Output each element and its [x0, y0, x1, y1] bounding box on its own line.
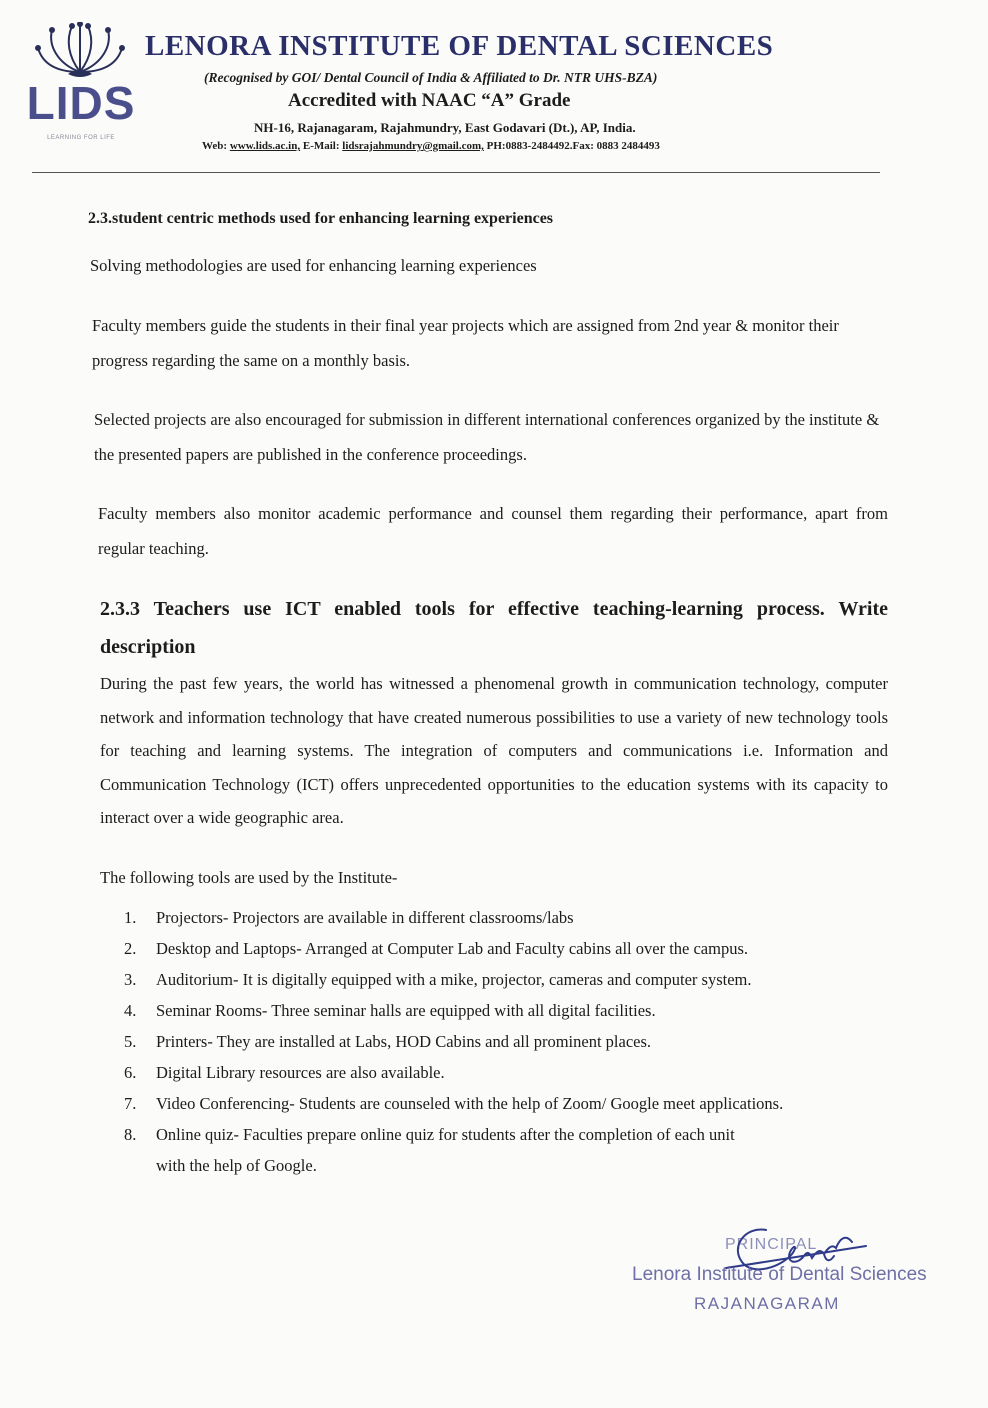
stamp-institution: Lenora Institute of Dental Sciences [632, 1264, 927, 1285]
list-item-text: Auditorium- It is digitally equipped with a mike, projector, cameras and computer system. [156, 970, 752, 989]
principal-stamp [626, 1222, 946, 1332]
list-number: 7. [124, 1094, 137, 1113]
institute-name: LENORA INSTITUTE OF DENTAL SCIENCES [145, 30, 774, 62]
website-link[interactable]: www.lids.ac.in, [229, 140, 301, 152]
paragraph: Solving methodologies are used for enhancing learning experiences [90, 256, 537, 275]
list-item [120, 902, 910, 933]
list-item-text: Desktop and Laptops- Arranged at Computer Lab and Faculty cabins all over the campus. [156, 939, 749, 958]
list-item [120, 964, 910, 995]
email-label: E-Mail: [302, 140, 340, 152]
list-item [120, 933, 910, 964]
logo-tagline: LEARNING FOR LIFE [47, 135, 115, 141]
list-number: 3. [124, 970, 137, 989]
accreditation-line: Accredited with NAAC “A” Grade [288, 90, 571, 111]
logo-wordmark: LIDS [26, 77, 136, 129]
list-item-text: Digital Library resources are also available. [156, 1063, 445, 1082]
section-title-student-centric: 2.3.student centric methods used for enhancing learning experiences [88, 210, 554, 227]
list-item-text: Printers- They are installed at Labs, HOD Cabins and all prominent places. [156, 1032, 652, 1051]
stamp-place: RAJANAGARAM [694, 1294, 840, 1313]
list-item-text: Online quiz- Faculties prepare online quiz for students after the completion of each unit [156, 1125, 735, 1144]
list-item [120, 1026, 910, 1057]
email-link[interactable]: lidsrajahmundry@gmail.com, [342, 140, 484, 152]
list-item [120, 1057, 910, 1088]
list-item-text: Seminar Rooms- Three seminar halls are equipped with all digital facilities. [156, 1001, 656, 1020]
header-divider [32, 172, 880, 173]
list-item-text: Video Conferencing- Students are counseled with the help of Zoom/ Google meet applications. [156, 1094, 784, 1113]
list-item [120, 995, 910, 1026]
list-number: 4. [124, 1001, 137, 1020]
paragraph-intro: During the past few years, the world has witnessed a phenomenal growth in communication technology, computer network and information technology that have created numerous possibilities to use a variety of new technology tools for teaching and learning systems. The integration of computers and communications i.e. Information and Communication Technology (ICT) offers unprecedented opportunities to the education systems with its capacity to interact over a wide geographic area. [100, 674, 888, 827]
list-number: 5. [124, 1032, 137, 1051]
contact-line [202, 140, 842, 152]
lotus-emblem-icon [18, 22, 142, 82]
paragraph: Faculty members guide the students in their final year projects which are assigned from 2nd year & monitor their progress regarding the same on a monthly basis. [92, 316, 839, 370]
list-item-text: Projectors- Projectors are available in different classrooms/labs [156, 908, 574, 927]
list-item-continuation: with the help of Google. [156, 1156, 317, 1175]
address-line: NH-16, Rajanagaram, Rajahmundry, East Godavari (Dt.), AP, India. [254, 120, 636, 135]
list-item [120, 1119, 910, 1181]
list-number: 8. [124, 1125, 137, 1144]
ict-tools-list [120, 902, 910, 1181]
paragraph: Faculty members also monitor academic performance and counsel them regarding their performance, apart from regular teaching. [98, 504, 888, 558]
stamp-role: PRINCIPAL [725, 1236, 818, 1253]
list-number: 6. [124, 1063, 137, 1082]
list-number: 2. [124, 939, 137, 958]
section-title-ict-tools: 2.3.3 Teachers use ICT enabled tools for effective teaching-learning process. Write description [100, 598, 888, 658]
list-number: 1. [124, 908, 137, 927]
list-item [120, 1088, 910, 1119]
paragraph: Selected projects are also encouraged for submission in different international conferences organized by the institute & the presented papers are published in the conference proceedings. [94, 410, 880, 464]
recognition-line: (Recognised by GOI/ Dental Council of India & Affiliated to Dr. NTR UHS-BZA) [204, 70, 658, 85]
phone-fax: PH:0883-2484492.Fax: 0883 2484493 [486, 140, 660, 152]
list-lead: The following tools are used by the Institute- [100, 868, 398, 887]
web-label: Web: [202, 140, 228, 152]
institute-logo [18, 22, 142, 152]
